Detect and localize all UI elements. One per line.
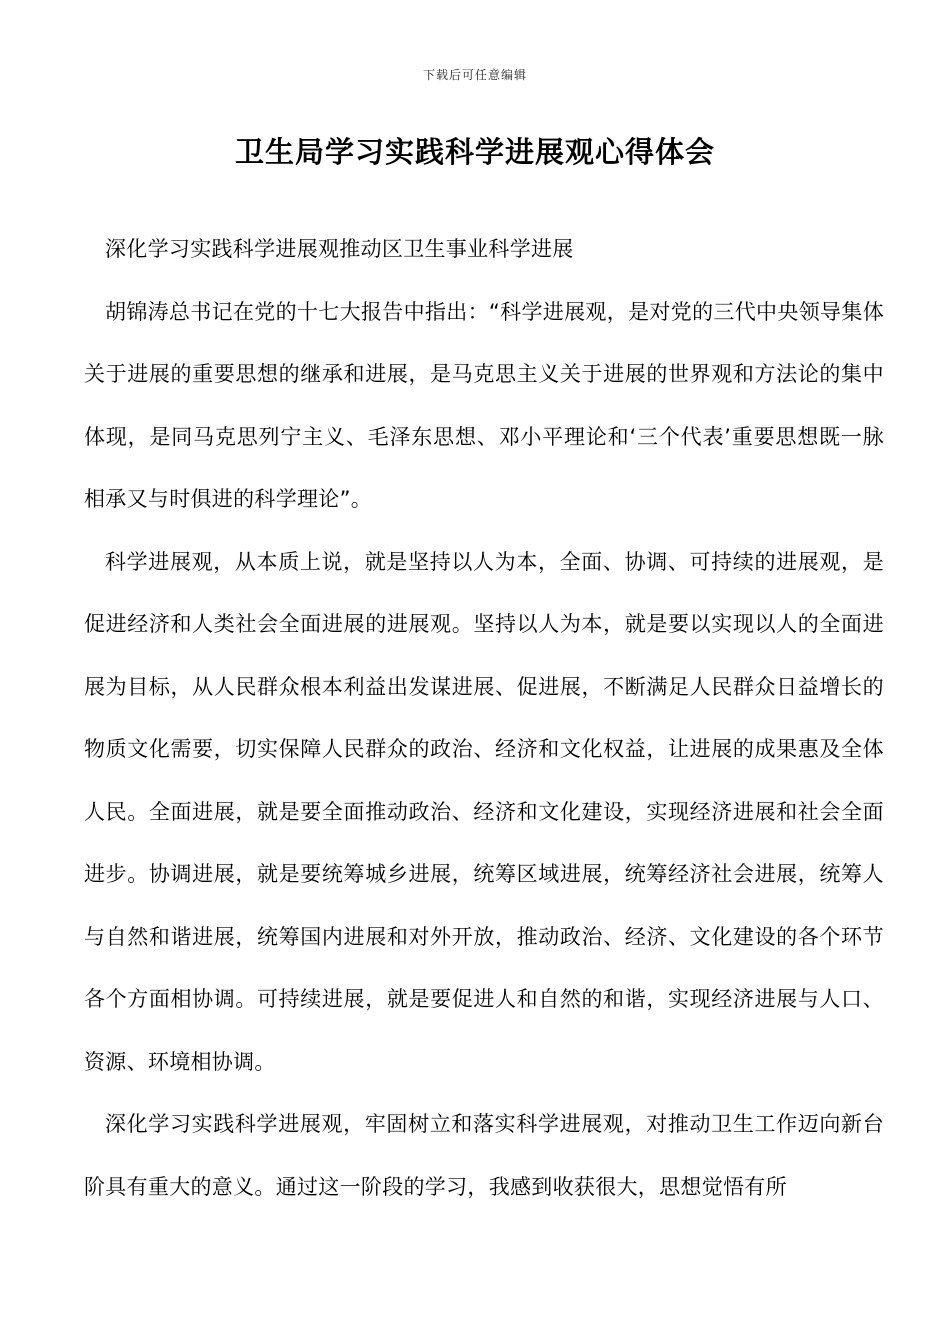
paragraph-subtitle: 深化学习实践科学进展观推动区卫生事业科学进展 bbox=[105, 237, 574, 261]
header-note: 下载后可任意编辑 bbox=[422, 68, 527, 82]
document-body bbox=[84, 218, 884, 1218]
paragraph-significance: 深化学习实践科学进展观，牢固树立和落实科学进展观，对推动卫生工作迈向新台阶具有重大的意义。通过这一阶段的学习，我感到收获很大，思想觉悟有所 bbox=[84, 1112, 884, 1199]
paragraph-definition: 科学进展观，从本质上说，就是坚持以人为本，全面、协调、可持续的进展观，是促进经济和人类社会全面进展的进展观。坚持以人为本，就是要以实现以人的全面进展为目标，从人民群众根本利益出发谋进展、促进展，不断满足人民群众日益增长的物质文化需要，切实保障人民群众的政治、经济和文化权益，让进展的成果惠及全体人民。全面进展，就是要全面推动政治、经济和文化建设，实现经济进展和社会全面进步。协调进展，就是要统筹城乡进展，统筹区域进展，统筹经济社会进展，统筹人与自然和谐进展，统筹国内进展和对外开放，推动政治、经济、文化建设的各个环节各个方面相协调。可持续进展，就是要促进人和自然的和谐，实现经济进展与人口、资源、环境相协调。 bbox=[84, 549, 884, 1074]
paragraph-quote: 胡锦涛总书记在党的十七大报告中指出：“科学进展观，是对党的三代中央领导集体关于进展的重要思想的继承和进展，是马克思主义关于进展的世界观和方法论的集中体现，是同马克思列宁主义、毛泽东思想、邓小平理论和‘三个代表’重要思想既一脉相承又与时俱进的科学理论”。 bbox=[84, 299, 884, 511]
document-title: 卫生局学习实践科学进展观心得体会 bbox=[234, 135, 715, 169]
